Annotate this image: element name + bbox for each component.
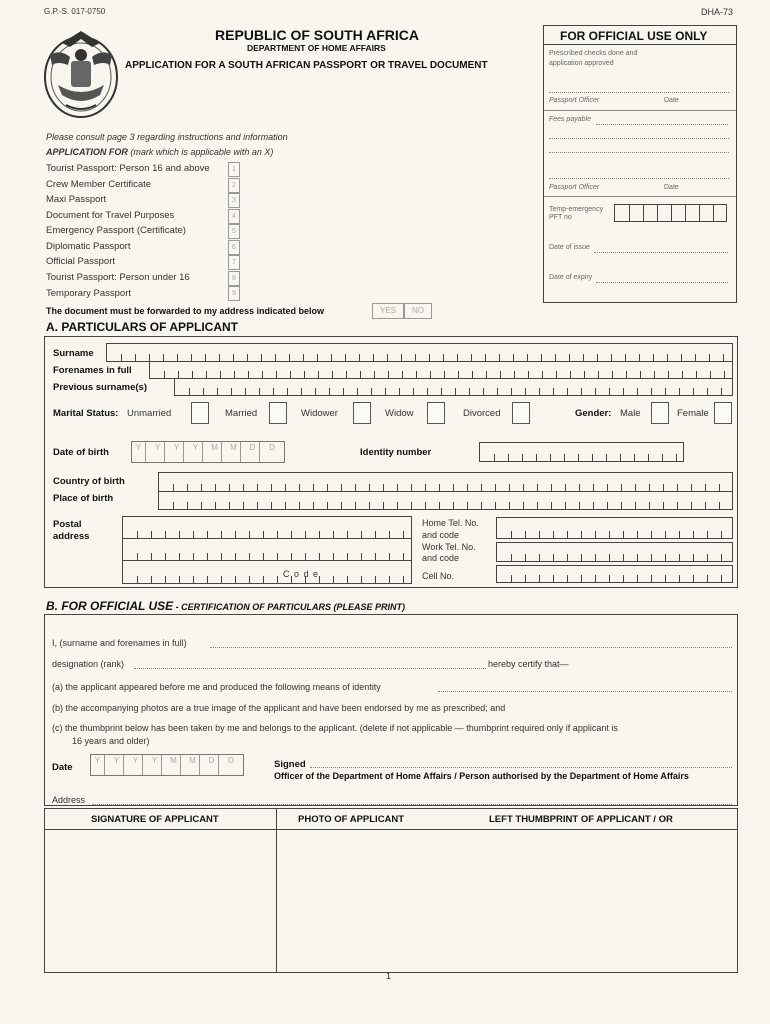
cert-year-3: Y — [129, 755, 143, 775]
forenames-label: Forenames in full — [53, 365, 132, 376]
cell-no-field[interactable] — [496, 565, 733, 583]
cert-month-1: M — [167, 755, 181, 775]
home-tel-code-label: and code — [422, 530, 460, 540]
signature-header: SIGNATURE OF APPLICANT — [91, 814, 219, 825]
male-checkbox[interactable] — [651, 402, 669, 424]
type-checkbox-2[interactable]: 2 — [228, 178, 240, 193]
home-tel-label: Home Tel. No. — [422, 518, 479, 528]
date-of-birth-field[interactable] — [131, 441, 285, 463]
type-label-3: Maxi Passport — [46, 194, 107, 205]
dob-month-1: M — [208, 442, 222, 462]
application-for-line — [46, 147, 273, 157]
passport-officer-2-label: Passport Officer — [549, 184, 600, 191]
official-use-box — [543, 25, 737, 303]
forward-no-box[interactable]: NO — [404, 303, 432, 319]
photo-header: PHOTO OF APPLICANT — [298, 814, 405, 825]
type-checkbox-5[interactable]: 5 — [228, 224, 240, 239]
male-label: Male — [620, 408, 641, 419]
type-label-2: Crew Member Certificate — [46, 179, 152, 190]
forward-label: The document must be forwarded to my address indicated below — [46, 306, 325, 316]
cert-year-4: Y — [148, 755, 162, 775]
instructions-text: Please consult page 3 regarding instructions and information — [46, 132, 288, 142]
cert-year-2: Y — [110, 755, 124, 775]
official-use-title: FOR OFFICIAL USE ONLY — [560, 29, 708, 43]
postal-code-label: C o d e — [283, 569, 320, 579]
section-a-title: A. PARTICULARS OF APPLICANT — [46, 320, 238, 334]
certification-date-field[interactable] — [90, 754, 244, 776]
temp-emergency-label: Temp-emergency — [549, 206, 604, 213]
section-b-title — [46, 599, 405, 613]
identity-number-field[interactable] — [479, 442, 684, 462]
application-type-list — [46, 162, 246, 302]
dob-year-2: Y — [151, 442, 165, 462]
dob-day-1: D — [246, 442, 260, 462]
application-for-rest: (mark which is applicable with an X) — [130, 147, 274, 157]
section-b-title-main: B. FOR OFFICIAL USE — [46, 599, 174, 613]
female-checkbox[interactable] — [714, 402, 732, 424]
married-label: Married — [225, 408, 258, 419]
type-label-1: Tourist Passport: Person 16 and above — [46, 163, 210, 174]
type-checkbox-4[interactable]: 4 — [228, 209, 240, 224]
work-tel-label: Work Tel. No. — [422, 542, 476, 552]
place-of-birth-label: Place of birth — [53, 493, 114, 504]
date-of-expiry-label: Date of expiry — [549, 274, 593, 281]
type-label-9: Temporary Passport — [46, 288, 132, 299]
certify-item-b: (b) the accompanying photos are a true image of the applicant and have been endorsed by me as prescribed; and — [52, 703, 506, 713]
unmarried-checkbox[interactable] — [191, 402, 209, 424]
type-checkbox-8[interactable]: 8 — [228, 271, 240, 286]
passport-officer-label: Passport Officer — [549, 97, 600, 104]
fees-payable-label: Fees payable — [549, 116, 592, 123]
postal-line-3[interactable] — [123, 561, 411, 583]
dob-year-4: Y — [189, 442, 203, 462]
certification-address-label: Address — [52, 795, 86, 805]
type-checkbox-3[interactable]: 3 — [228, 193, 240, 208]
previous-surnames-label: Previous surname(s) — [53, 382, 147, 393]
cell-no-label: Cell No. — [422, 571, 455, 581]
forward-yes-box[interactable]: YES — [372, 303, 404, 319]
type-label-6: Diplomatic Passport — [46, 241, 131, 252]
coat-of-arms-icon — [40, 25, 122, 121]
postal-line-1[interactable] — [123, 517, 411, 539]
designation-label: designation (rank) — [52, 659, 125, 669]
cert-day-2: D — [228, 756, 234, 765]
marital-status-label: Marital Status: — [53, 408, 119, 419]
certifier-name-label: I, (surname and forenames in full) — [52, 638, 187, 648]
officer-label: Officer of the Department of Home Affairs / Person authorised by the Department of Home Affairs — [274, 771, 689, 781]
divorced-label: Divorced — [463, 408, 501, 419]
official-date-2-label: Date — [664, 184, 679, 191]
type-label-7: Official Passport — [46, 256, 115, 267]
official-line2: application approved — [549, 60, 614, 67]
country-of-birth-label: Country of birth — [53, 476, 125, 487]
signed-label: Signed — [274, 759, 306, 770]
bottom-boxes — [44, 808, 738, 973]
postal-address-field[interactable] — [122, 516, 412, 584]
postal-line-2[interactable] — [123, 539, 411, 561]
type-checkbox-7[interactable]: 7 — [228, 255, 240, 270]
type-label-8: Tourist Passport: Person under 16 — [46, 272, 190, 283]
widower-label: Widower — [301, 408, 338, 419]
country-of-birth-field[interactable] — [158, 472, 733, 492]
date-of-issue-label: Date of issue — [549, 244, 590, 251]
female-label: Female — [677, 408, 709, 419]
address-label: address — [53, 531, 90, 542]
place-of-birth-field[interactable] — [158, 492, 733, 510]
type-label-4: Document for Travel Purposes — [46, 210, 175, 221]
thumbprint-header: LEFT THUMBPRINT OF APPLICANT / OR — [489, 814, 673, 825]
dob-day-2: D — [269, 443, 275, 452]
certify-item-c: (c) the thumbprint below has been taken by me and belongs to the applicant. (delete if not applicable — thumbprint required only if applicant is — [52, 723, 618, 733]
previous-surnames-field[interactable] — [174, 379, 733, 396]
type-label-5: Emergency Passport (Certificate) — [46, 225, 186, 236]
type-checkbox-6[interactable]: 6 — [228, 240, 240, 255]
home-tel-field[interactable] — [496, 517, 733, 539]
certify-item-c-cont: 16 years and older) — [72, 736, 150, 746]
dob-year-1: Y — [132, 442, 146, 462]
application-title: APPLICATION FOR A SOUTH AFRICAN PASSPORT OR TRAVEL DOCUMENT — [125, 60, 488, 71]
page-number: 1 — [386, 971, 392, 981]
forenames-field[interactable] — [149, 362, 733, 379]
unmarried-label: Unmarried — [127, 408, 172, 419]
identity-number-label: Identity number — [360, 447, 432, 458]
surname-label: Surname — [53, 348, 94, 359]
work-tel-code-label: and code — [422, 553, 460, 563]
dob-year-3: Y — [170, 442, 184, 462]
married-checkbox[interactable] — [269, 402, 287, 424]
gp-code: G.P.-S. 017-0750 — [44, 7, 106, 16]
date-of-birth-label: Date of birth — [53, 447, 109, 458]
postal-label: Postal — [53, 519, 82, 530]
official-line1: Prescribed checks done and — [549, 50, 638, 57]
type-checkbox-1[interactable]: 1 — [228, 162, 240, 177]
hereby-certify-label: hereby certify that— — [488, 659, 569, 669]
form-code: DHA-73 — [701, 7, 734, 17]
surname-field[interactable] — [106, 343, 733, 362]
certification-date-label: Date — [52, 762, 73, 773]
type-checkbox-9[interactable]: 9 — [228, 286, 240, 301]
widow-checkbox[interactable] — [427, 402, 445, 424]
photo-thumbprint-area[interactable] — [278, 830, 736, 971]
application-for-bold: APPLICATION FOR — [46, 147, 128, 157]
certify-item-a: (a) the applicant appeared before me and produced the following means of identity — [52, 682, 381, 692]
cert-month-2: M — [186, 755, 200, 775]
section-b-title-sub: - CERTIFICATION OF PARTICULARS (PLEASE PRINT) — [173, 602, 405, 612]
signature-area[interactable] — [46, 830, 275, 971]
cert-year-1: Y — [91, 755, 105, 775]
work-tel-field[interactable] — [496, 542, 733, 562]
republic-title: REPUBLIC OF SOUTH AFRICA — [215, 27, 420, 43]
pft-number-field[interactable] — [614, 204, 727, 222]
divorced-checkbox[interactable] — [512, 402, 530, 424]
dob-month-2: M — [227, 442, 241, 462]
official-date-label: Date — [664, 97, 679, 104]
pft-no-label: PFT no — [549, 214, 572, 221]
widower-checkbox[interactable] — [353, 402, 371, 424]
department-title: DEPARTMENT OF HOME AFFAIRS — [247, 43, 386, 53]
cert-day-1: D — [205, 755, 219, 775]
gender-label: Gender: — [575, 408, 612, 419]
widow-label: Widow — [385, 408, 414, 419]
